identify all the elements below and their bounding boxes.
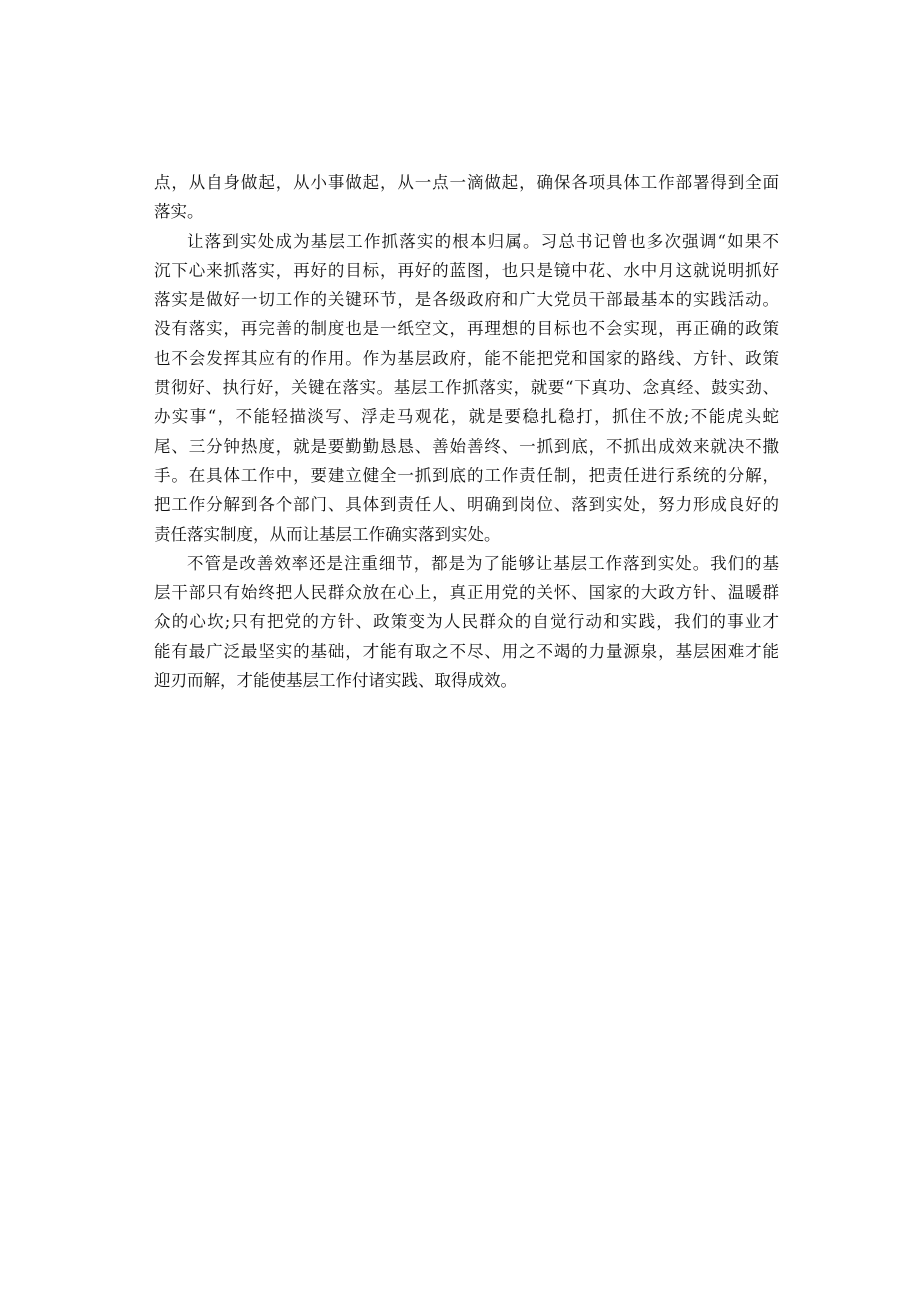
text-line: 把工作分解到各个部门、具体到责任人、明确到岗位、落到实处，努力形成良好的: [154, 495, 779, 515]
text-line: 手。在具体工作中，要建立健全一抓到底的工作责任制，把责任进行系统的分解，: [154, 465, 779, 485]
text-line: 没有落实，再完善的制度也是一纸空文，再理想的目标也不会实现，再正确的政策: [154, 319, 779, 339]
text-line: 层干部只有始终把人民群众放在心上，真正用党的关怀、国家的大政方针、温暖群: [154, 583, 779, 603]
text-line: 贯彻好、执行好，关键在落实。基层工作抓落实，就要“下真功、念真经、鼓实劲、: [154, 378, 779, 398]
text-line: 责任落实制度，从而让基层工作确实落到实处。: [154, 524, 501, 544]
text-line: 落实。: [154, 202, 204, 222]
text-line: 迎刃而解，才能使基层工作付诸实践、取得成效。: [154, 671, 517, 691]
text-line: 不管是改善效率还是注重细节，都是为了能够让基层工作落到实处。我们的基: [187, 553, 779, 573]
text-line: 点，从自身做起，从小事做起，从一点一滴做起，确保各项具体工作部署得到全面: [154, 173, 779, 192]
text-line: 落实是做好一切工作的关键环节，是各级政府和广大党员干部最基本的实践活动。: [154, 290, 779, 310]
text-line: 也不会发挥其应有的作用。作为基层政府，能不能把党和国家的路线、方针、政策: [154, 348, 779, 368]
text-line: 让落到实处成为基层工作抓落实的根本归属。习总书记曾也多次强调“如果不: [187, 231, 779, 251]
paragraph-1: [154, 168, 779, 227]
text-line: 能有最广泛最坚实的基础，才能有取之不尽、用之不竭的力量源泉，基层困难才能: [154, 641, 779, 661]
paragraph-2: [154, 227, 779, 549]
text-line: 办实事“，不能轻描淡写、浮走马观花，就是要稳扎稳打，抓住不放;不能虎头蛇: [154, 407, 779, 427]
text-line: 众的心坎;只有把党的方针、政策变为人民群众的自觉行动和实践，我们的事业才: [154, 612, 779, 632]
document-body: [154, 168, 779, 695]
text-line: 沉下心来抓落实，再好的目标，再好的蓝图，也只是镜中花、水中月这就说明抓好: [154, 260, 779, 280]
paragraph-3: [154, 549, 779, 695]
text-line: 尾、三分钟热度，就是要勤勤恳恳、善始善终、一抓到底，不抓出成效来就决不撒: [154, 436, 779, 456]
